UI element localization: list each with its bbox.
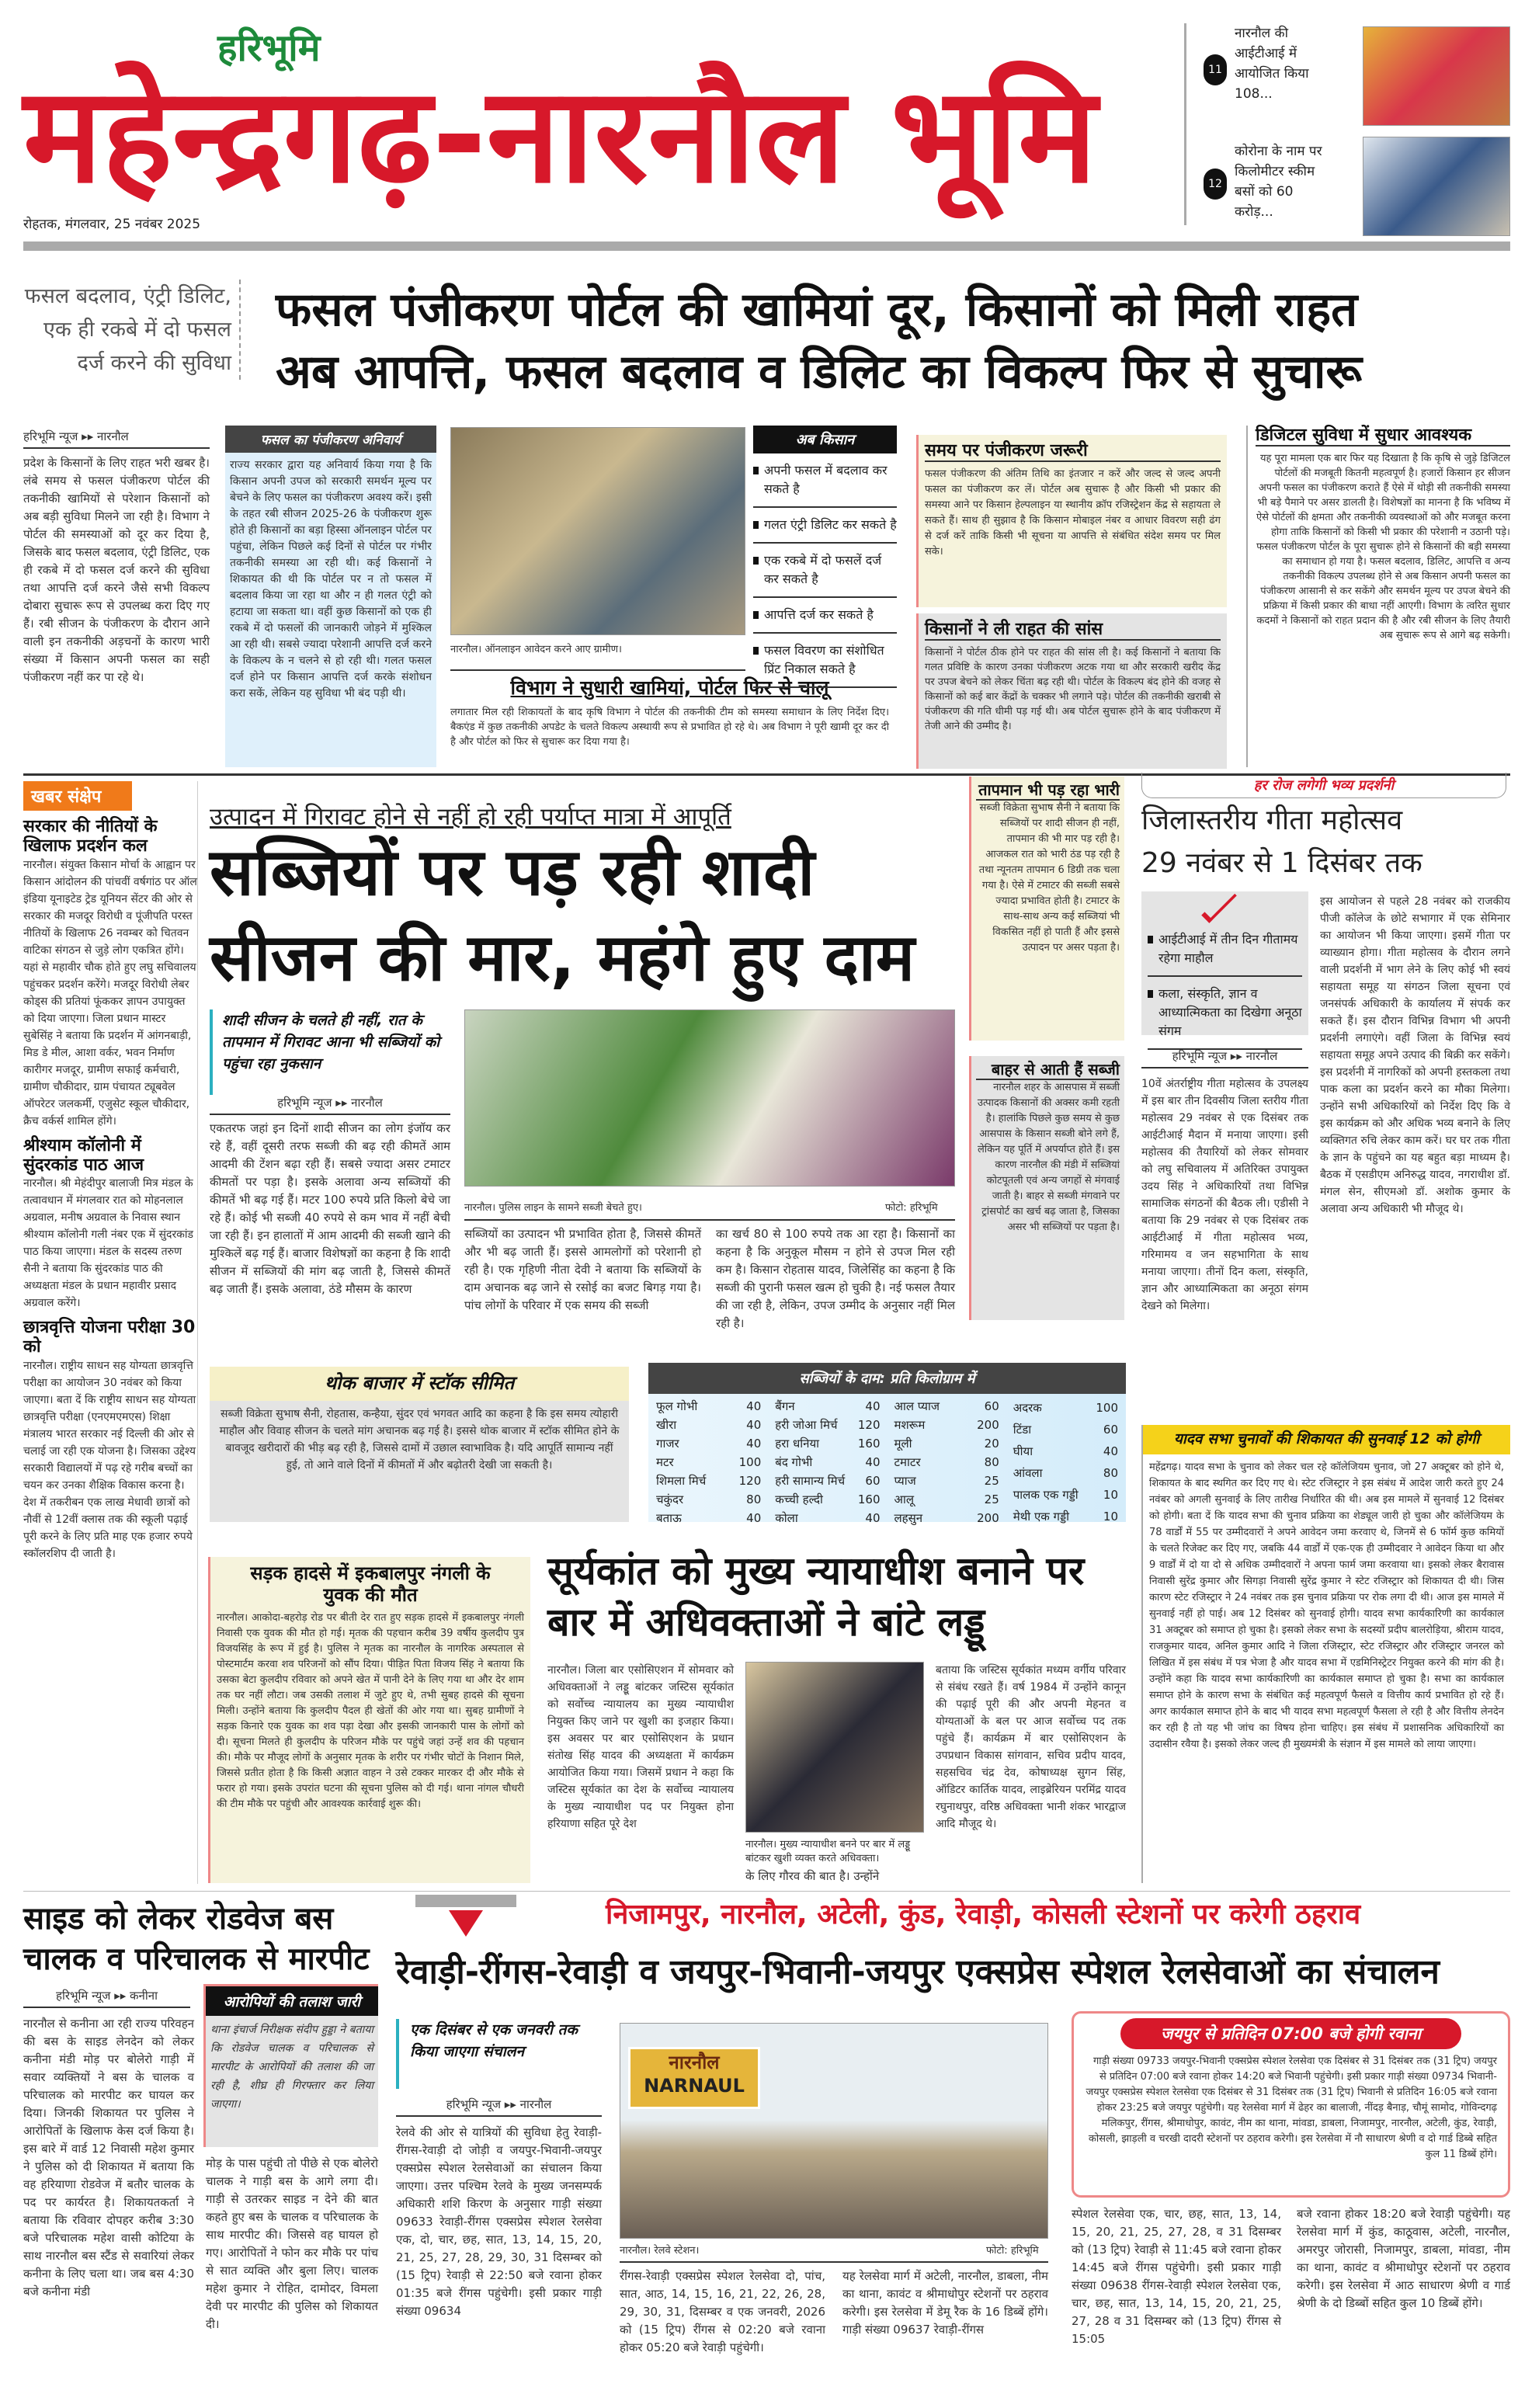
vegetable-price: 40 <box>865 1399 881 1413</box>
price-row <box>653 1416 764 1434</box>
divider <box>450 669 745 671</box>
veg-body-3: का खर्च 80 से 100 रुपये तक आ रहा है। किसानों का कहना है कि अनुकूल मौसम न होने से उपज मिल रही कम है। किसान रोहतास यादव, जिलेसिंह का कहना है कि सब्जी की पुरानी फसल खत्म हो चुकी है। नई फसल तैयार की जा रही है, लेकिन, उपज उम्मीद के अनुसार नहीं मिल रही है। <box>716 1227 955 1330</box>
vegetable-name: पालक एक गड्डी <box>1013 1488 1079 1502</box>
justice-headline: सूर्यकांत को मुख्य न्यायाधीश बनाने पर बार में अधिवक्ताओं ने बांटे लड्डू <box>547 1548 1085 1645</box>
station-signboard <box>628 2047 760 2109</box>
vegetable-name: आल प्याज <box>894 1399 940 1413</box>
divider <box>620 2261 1048 2263</box>
gita-headline-1: जिलास्तरीय गीता महोत्सव <box>1141 804 1403 836</box>
vegetable-price: 120 <box>738 1474 762 1488</box>
box-body: किसानों ने पोर्टल ठीक होने पर राहत की सांस ली है। कई किसानों ने बताया कि गलत प्रविष्टि के कारण उनका पंजीकरण अटक गया था और सरकारी खरीद केंद्र पर उपज बेचने को लेकर चिंता बढ़ रही थी। पोर्टल के विकल्प बंद होने की वजह से किसानों को कई बार केंद्रों के चक्कर भी लगाने पड़े। पोर्टल की तकनीकी खराबी से पंजीकरण की गति धीमी पड़ गई थी। अब पोर्टल सुचारू होने के बाद पंजीकरण में तेजी आने की उम्मीद है। <box>925 647 1221 733</box>
news-briefs <box>23 781 198 1884</box>
vegetable-name: कच्ची हल्दी <box>775 1492 823 1506</box>
wholesale-stock-box <box>210 1367 629 1522</box>
dateline: रोहतक, मंगलवार, 25 नवंबर 2025 <box>23 217 201 232</box>
brand-logo: हरिभूमि <box>217 26 321 70</box>
veg-photo-caption: नारनौल। पुलिस लाइन के सामने सब्जी बेचते हुए। <box>464 1202 642 1214</box>
price-row <box>653 1490 764 1509</box>
price-row <box>1010 1440 1121 1462</box>
price-row <box>772 1397 883 1416</box>
accident-box <box>208 1557 530 1883</box>
vegetable-name: शिमला मिर्च <box>656 1474 707 1488</box>
teaser-divider <box>1184 23 1186 225</box>
temperature-box <box>969 777 1124 1041</box>
justice-photo-caption: नारनौल। मुख्य न्यायाधीश बनने पर बार में लड्डू बांटकर खुशी व्यक्त करते अधिवक्ता। <box>745 1839 911 1864</box>
vegetable-name: मूली <box>894 1437 912 1451</box>
chevron-down-icon <box>415 1895 516 1941</box>
price-column <box>653 1397 764 1527</box>
lead-sidebox <box>225 426 436 767</box>
highlight-item: आईटीआई में तीन दिन गीतामय रहेगा माहौल <box>1148 923 1302 977</box>
price-row <box>891 1397 1002 1416</box>
price-row <box>772 1434 883 1453</box>
page-number-badge: 11 <box>1204 54 1227 85</box>
price-row <box>1010 1484 1121 1506</box>
vegetable-name: मशरूम <box>894 1418 926 1432</box>
price-row <box>653 1453 764 1472</box>
box-title: किसानों ने ली राहत की सांस <box>925 620 1221 641</box>
gita-byline: हरिभूमि न्यूज ▸▸ नारनौल <box>1141 1048 1308 1068</box>
rail-body-2: रींगस-रेवाड़ी एक्सप्रेस स्पेशल रेलसेवा दो, पांच, सात, आठ, 14, 15, 16, 21, 22, 26, 28, 29, 30, 31, दिसम्बर व एक जनवरी, 2026 को (15 ट्रिप) रींगस से 02:20 बजे रवाना होकर 05:20 बजे रेवाड़ी पहुंचेगी। <box>620 2269 825 2354</box>
vegetable-price: 120 <box>857 1418 881 1432</box>
lead-headline-2: अब आपत्ति, फसल बदलाव व डिलिट का विकल्प फिर से सुचारू <box>276 345 1362 399</box>
station-photo <box>620 2023 1048 2239</box>
lead-kicker: फसल बदलाव, एंट्री डिलिट, एक ही रकबे में दो फसल दर्ज करने की सुविधा <box>23 280 241 380</box>
yadav-headline: यादव सभा चुनावों की शिकायत की सुनवाई 12 को होगी <box>1143 1425 1510 1454</box>
chevron-down-icon <box>1201 888 1237 923</box>
lead-photo <box>450 427 745 635</box>
rail-kicker: निजामपुर, नारनौल, अटेली, कुंड, रेवाड़ी, कोसली स्टेशनों पर करेगी ठहराव <box>606 1899 1361 1930</box>
accident-body: नारनौल। आकोदा-बहरोड़ रोड पर बीती देर रात हुए सड़क हादसे में इकबालपुर नंगली निवासी एक युवक की मौत हो गई। मृतक की पहचान करीब 39 वर्षीय कुलदीप पुत्र विजयसिंह के रूप में हुई है। पुलिस ने मृतक का नारनौल के नागरिक अस्पताल से पोस्टमार्टम करवा शव परिजनों को सौंप दिया। पीड़ित पिता विजय सिंह ने बताया कि उसका बेटा कुलदीप रविवार को अपने खेत में पानी देने के लिए गया था और देर शाम तक घर नहीं लौटा। जब उसकी तलाश में जुटे हुए थे, तभी सुबह हादसे की सूचना मिली। उन्होंने बताया कि कुलदीप पैदल ही खेतों की ओर गया था। सुबह ग्रामीणों ने सड़क किनारे एक युवक का शव पड़ा देखा और इसकी जानकारी पास के लोगों को दी। सूचना मिलते ही कुलदीप के परिजन मौके पर पहुंचे जहां उन्हें शव की पहचान की। मौके पर मौजूद लोगों के अनुसार मृतक के शरीर पर गंभीर चोटों के निशान मिले, जिससे प्रतीत होता है कि किसी अज्ञात वाहन ने उसे टक्कर मारकर दी और मौके से फरार हो गया। इसके उपरांत घटना की सूचना पुलिस को दी गई। थाना नांगल चौधरी की टीम मौके पर पहुंची और आवश्यक कार्रवाई शुरू की। <box>217 1612 524 1811</box>
rail-body-1: रेलवे की ओर से यात्रियों की सुविधा हेतु रेवाड़ी-रींगस-रेवाड़ी दो जोड़ी व जयपुर-भिवानी-जयपुर एक्सप्रेस स्पेशल रेलसेवाओं का संचालन किया जाएगा। उत्तर पश्चिम रेलवे के मुख्य जनसम्पर्क अधिकारी शशि किरण के अनुसार गाड़ी संख्या 09633 रेवाड़ी-रींगस एक्सप्रेस स्पेशल रेलसेवा एक, दो, चार, छह, सात, 13, 14, 15, 20, 21, 25, 27, 28, 29, 30, 31 दिसम्बर को (15 ट्रिप) रेवाड़ी से 22:50 बजे रवाना होकर 01:35 बजे रींगस पहुंचेगी। इसी प्रकार गाड़ी संख्या 09634 <box>396 2125 602 2318</box>
rail-body-5: बजे रवाना होकर 18:20 बजे रेवाड़ी पहुंचेगी। यह रेलसेवा मार्ग में कुंड, काठूवास, अटेली, नारनौल, अमरपुर जोरासी, निजामपुर, डाबला, मांवडा, नीम का थाना, कावंट व श्रीमाधोपुर स्टेशनों पर ठहराव करेगी। इस रेलसेवा में आठ साधारण श्रेणी व गार्ड श्रेणी के दो डिब्बों सहित कुल 10 डिब्बें होंगे। <box>1297 2207 1510 2310</box>
vegetable-price: 160 <box>857 1492 881 1506</box>
option-item: फसल विवरण का संशोधित प्रिंट निकाल सकते है <box>753 634 897 688</box>
price-row <box>653 1472 764 1490</box>
vegetable-name: हरी सामान्य मिर्च <box>775 1474 846 1488</box>
price-row <box>772 1416 883 1434</box>
price-table-title: सब्जियों के दाम: प्रति किलोग्राम में <box>648 1363 1126 1394</box>
justice-body-3: बताया कि जस्टिस सूर्यकांत मध्यम वर्गीय परिवार से संबंध रखते हैं। वर्ष 1984 में उन्होंने कानून की पढ़ाई पूरी की और अपनी मेहनत व योग्यताओं के बल पर आज सर्वोच्च पद तक पहुंचे हैं। कार्यक्रम में बार एसोसिएशन के उपप्रधान विकास सांगवान, सचिव प्रदीप यादव, सहसचिव चंद्र देव, कोषाध्यक्ष सुगन सिंह, ऑडिटर कार्तिक यादव, लाइब्रेरियन परमिंद्र यादव रघुनाथपुर, वरिष्ठ अधिवक्ता भानी शंकर भारद्वाज आदि मौजूद थे। <box>936 1664 1126 1830</box>
options-list <box>753 426 897 688</box>
sidebox-body: राज्य सरकार द्वारा यह अनिवार्य किया गया है कि किसान अपनी उपज को सरकारी समर्थन मूल्य पर बेचने के लिए फसल का पंजीकरण अवश्य करें। इसी के तहत रबी सीजन 2025-26 के पंजीकरण शुरू होते ही किसानों का बड़ा हिस्सा ऑनलाइन पोर्टल पर पहुंचा, लेकिन पिछले कई दिनों से पोर्टल पर गंभीर तकनीकी समस्या आ रही थी। कई किसानों ने शिकायत की थी कि पोर्टल पर न तो फसल में बदलाव किया जा रहा था और न ही गलत एंट्री को हटाया जा सकता था। वहीं कुछ किसानों को एक ही रकबे में दो फसलों की जानकारी जोड़ने में मुश्किल आ रही थी। सबसे ज्यादा परेशानी आपत्ति दर्ज करने के विकल्प के न चलने से हो रही थी। गलत फसल दर्ज होने पर किसान आपत्ति दर्ज करके संशोधन करा सकें, लेकिन यह सुविधा भी बंद पड़ी थी। <box>230 459 432 700</box>
box-title: तापमान भी पड़ रहा भारी <box>976 781 1120 801</box>
price-row <box>653 1434 764 1453</box>
teaser-1[interactable] <box>1204 23 1514 128</box>
veg-kicker: उत्पादन में गिरावट होने से नहीं हो रही पर्याप्त मात्रा में आपूर्ति <box>210 803 731 831</box>
vegetable-price: 80 <box>1103 1466 1118 1480</box>
price-row <box>891 1490 1002 1509</box>
yadav-body: महेंद्रगढ़। यादव सभा के चुनाव को लेकर चल रहे कॉलेजियम चुनाव, जो 27 अक्टूबर को होने थे, शिकायत के बाद स्थगित कर दिए गए थे। स्टेट रजिस्ट्रार ने इस संबंध में आदेश जारी करते हुए 24 नवंबर को अगली सुनवाई के लिए तारीख निर्धारित की थी। अब इस मामले में सुनवाई 12 दिसंबर को होगी। बता दें कि यादव सभा की चुनाव प्रक्रिया का शेड्यूल जारी हो चुका और कॉलेजियम के 78 वार्डों में 55 पर उम्मीदवारों ने अपने आवेदन जमा करवाए थे, जिनमें से 6 फॉर्म कुछ कमियों के चलते रिजेक्ट कर दिए गए, जबकि 44 वार्डों में एक-एक ही उम्मीदवार ने आवेदन किया था और 9 वार्डों में दो या दो से अधिक उम्मीदवारों ने अपना फार्म जमा करवाया था। इसको लेकर बैरावास निवासी सुरेंद्र कुमार और सिगड़ा निवासी सुरेंद्र कुमार ने स्टेट रजिस्ट्रार को शिकायत दी थी। जिस कारण स्टेट रजिस्ट्रार ने 24 नवंबर तक इस चुनाव प्रक्रिया पर रोक लगा दी थी। आज इस मामले में सुनवाई नहीं हो पाई। अब 12 दिसंबर को सुनवाई होगी। यादव सभा कार्यकारिणी का कार्यकाल 31 अक्टूबर को समाप्त हो चुका है। इसको लेकर सभा के सदस्यों प्रदीप बालरोड़िया, श्रीराम यादव, राजकुमार यादव, अनिल कुमार आदि ने जिला रजिस्ट्रार, स्टेट रजिस्ट्रार और रजिस्ट्रार जनरल को लिखित में इस संबंध में पत्र भेजा है और यादव सभा में एडमिनिस्ट्रेटर नियुक्त करने की मांग की है। उन्होंने कहा कि यादव सभा कार्यकारिणी का कार्यकाल समाप्त हो चुका है। सभा का कार्यकाल समाप्त होने के कारण सभा के संबंधित कई महत्वपूर्ण फैसले व वित्तीय कार्य प्रभावित हो रहे हैं। अगर कार्यकाल समाप्त होने के बाद भी यादव सभा महत्वपूर्ण फैसला ले रही है और वित्तीय लेनदेन कर रही है तो यह भी जांच का विषय होना चाहिए। इस संबंध में प्रशासनिक अधिकारियों का उदासीन रवैया है। इसको लेकर जल्द ही मुख्यमंत्री के संज्ञान में इस मामले को लाया जाएगा। <box>1149 1461 1504 1750</box>
teaser-text: नारनौल की आईटीआई में आयोजित किया 108... <box>1235 26 1309 102</box>
sign-english: NARNAUL <box>644 2075 745 2097</box>
rail-body-4: स्पेशल रेलसेवा एक, चार, छह, सात, 13, 14, 15, 20, 21, 25, 27, 28, व 31 दिसम्बर को (13 ट्रिप) रेवाड़ी से 11:45 बजे रवाना होकर 14:45 बजे रींगस पहुंचेगी। इसी प्रकार गाड़ी संख्या 09638 रींगस-रेवाड़ी स्पेशल रेलसेवा एक, चार, छह, सात, 13, 14, 15, 20, 21, 25, 27, 28 व 31 दिसम्बर को (13 ट्रिप) रींगस से 15:05 <box>1072 2207 1281 2346</box>
vegetable-name: हरा धनिया <box>775 1437 820 1451</box>
bus-byline: हरिभूमि न्यूज ▸▸ कनीना <box>23 1988 190 2008</box>
options-title: अब किसान <box>753 426 897 453</box>
box-title: जयपुर से प्रतिदिन 07:00 बजे होगी रवाना <box>1120 2018 1461 2049</box>
option-item: अपनी फसल में बदलाव कर सकते है <box>753 453 897 508</box>
vegetable-name: लहसुन <box>894 1511 923 1525</box>
vegetable-name: आंवला <box>1013 1466 1043 1480</box>
price-row <box>772 1472 883 1490</box>
farmers-relief-box <box>916 613 1227 769</box>
price-row <box>1010 1462 1121 1484</box>
vegetable-price: 100 <box>1096 1401 1118 1415</box>
box-title: बाहर से आती हैं सब्जी <box>976 1061 1120 1080</box>
accident-headline: सड़क हादसे में इकबालपुर नंगली के युवक की मौत <box>250 1562 491 1606</box>
option-item: आपत्ति दर्ज कर सकते है <box>753 598 897 634</box>
box-title: थोक बाजार में स्टॉक सीमित <box>210 1367 629 1401</box>
price-row <box>891 1509 1002 1527</box>
option-item: एक रकबे में दो फसलें दर्ज कर सकते है <box>753 544 897 598</box>
timely-registration-box <box>916 435 1227 607</box>
sidebox-title: फसल का पंजीकरण अनिवार्य <box>225 426 436 453</box>
veg-byline: हरिभूमि न्यूज ▸▸ नारनौल <box>210 1095 450 1115</box>
rail-byline: हरिभूमि न्यूज ▸▸ नारनौल <box>396 2097 602 2117</box>
bus-body-1: नारनौल से कनीना आ रही राज्य परिवहन की बस के साइड लेनदेन को लेकर कनीना मंडी मोड़ पर बोलेरो गाड़ी में सवार व्यक्तियों ने बस के चालक व परिचालक को मारपीट कर घायल कर दिया। जिनकी शिकायत पर पुलिस ने आरोपितों के खिलाफ केस दर्ज किया है। इस बारे में वार्ड 12 निवासी महेश कुमार ने पुलिस को दी शिकायत में बताया कि वह हरियाणा रोडवेज में बतौर चालक के पद पर कार्यरत है। शिकायतकर्ता ने बताया कि रविवार दोपहर करीब 3:30 बजे परिचालक महेश वासी कोटिया के साथ नारनौल बस स्टैंड से सवारियां लेकर कनीना के लिए चला था। जब बस 4:30 बजे कनीना मंडी <box>23 2017 194 2299</box>
vegetable-price: 60 <box>984 1399 999 1413</box>
masthead <box>0 0 1518 252</box>
vegetable-price: 10 <box>1103 1510 1118 1524</box>
brief-body: नारनौल। संयुक्त किसान मोर्चा के आह्वान पर किसान आंदोलन की पांचवीं वर्षगांठ पर ऑल इंडिया यूनाइटेड ट्रेड यूनियन सेंटर की ओर से सरकार की मजदूर विरोधी व पूंजीपति परस्त नीतियों के खिलाफ 26 नवम्बर को चितवन वाटिका संगठन से जुड़े लोग एकत्रित होंगे। यहां से महावीर चौक होते हुए लघु सचिवालय पहुंचकर प्रदर्शन करेंगे। मजदूर विरोधी लेबर कोड्स की प्रतियां फूंककर ज्ञापन उपायुक्त को दिया जाएगा। जिला प्रधान मास्टर सुबेसिंह ने बताया कि प्रदर्शन में आंगनबाड़ी, मिड डे मील, आशा वर्कर, भवन निर्माण कारीगर मजदूर, ग्रामीण सफाई कर्मचारी, ग्रामीण चौकीदार, ग्राम पंचायत ट्यूबवेल ऑपरेटर जलकर्मी, एजुसेट स्कूल चौकीदार, क्रैच वर्कर्स शामिल होंगे। <box>23 858 197 1128</box>
box-body: गाड़ी संख्या 09733 जयपुर-भिवानी एक्सप्रेस स्पेशल रेलसेवा एक दिसंबर से 31 दिसंबर तक (31 ट्रिप) जयपुर से प्रतिदिन 07:00 बजे रवाना होकर 14:20 बजे भिवानी पहुंचेगी। इसी प्रकार गाड़ी संख्या 09734 भिवानी-जयपुर एक्सप्रेस स्पेशल रेलसेवा एक दिसंबर से 31 दिसंबर तक (31 ट्रिप) भिवानी से प्रतिदिन 16:05 बजे रवाना होकर 23:25 बजे जयपुर पहुंचेगी। यह रेलसेवा मार्ग में ढेहर का बालाजी, नींदड़ बैनाड़, चौमूं सामोद, गोविन्दगढ़ मलिकपुर, रींगस, श्रीमाधोपुर, कावंट, नीम का थाना, मांवडा, डाबला, निजामपुर, नारनौल, अटेली, कुंड, रेवाड़ी, कोसली, झाड़ली व चरखी दादरी स्टेशनों पर ठहराव करेगी। इस रेलसेवा में नौ साधारण श्रेणी व दो गार्ड डिब्बे सहित कुल 11 डिब्बें होंगे। <box>1086 2055 1497 2161</box>
vegetable-price: 20 <box>984 1437 999 1451</box>
vegetable-name: हरी जोआ मिर्च <box>775 1418 838 1432</box>
subhead-text: शादी सीजन के चलते ही नहीं, रात के तापमान में गिरावट आना भी सब्जियों को पहुंचा रहा नुकसान <box>222 1012 440 1072</box>
vegetable-price: 60 <box>1103 1423 1118 1437</box>
rail-body-3: यह रेलसेवा मार्ग में अटेली, नारनौल, डाबला, नीम का थाना, कावंट व श्रीमाधोपुर स्टेशनों पर ठहराव करेगी। इस रेलसेवा में डेमू रैक के 16 डिब्बें होंगे। गाड़ी संख्या 09637 रेवाड़ी-रींगस <box>842 2269 1048 2337</box>
teaser-photo <box>1363 26 1510 126</box>
price-row <box>653 1397 764 1416</box>
vegetable-price: 25 <box>984 1474 999 1488</box>
vegetable-name: अदरक <box>1013 1401 1042 1415</box>
column-body: यह पूरा मामला एक बार फिर यह दिखाता है कि कृषि से जुड़े डिजिटल पोर्टलों की मजबूती कितनी महत्वपूर्ण है। हजारों किसान हर सीजन अपनी फसल का पंजीकरण कराते हैं ऐसे में थोड़ी सी तकनीकी समस्या भी बड़े पैमाने पर असर डालती है। विशेषज्ञों का मानना है कि भविष्य में ऐसे पोर्टलों की क्षमता और तकनीकी व्यवस्थाओं को और मजबूत करना होगा ताकि किसानों को किसी भी प्रकार की परेशानी न उठानी पड़े। फसल पंजीकरण पोर्टल के पूरा सुचारू होने से किसानों की बड़ी समस्या का समाधान हो गया है। फसल बदलाव, डिलिट, आपत्ति व अन्य तकनीकी विकल्प उपलब्ध होने से अब किसान अपनी फसल का पंजीकरण आसानी से कर सकेंगे और समर्थन मूल्य पर उपज बेचने की प्रक्रिया में किसी प्रकार की बाधा नहीं आएगी। विभाग के त्वरित सुधार कदमों ने किसानों को राहत प्रदान की है और रबी सीजन के लिए तैयारी अब सुचारू रूप से आगे बढ़ सकेगी। <box>1256 453 1510 642</box>
teaser-photo <box>1363 137 1510 236</box>
teaser-2[interactable] <box>1204 134 1514 238</box>
station-photo-credit: फोटो: हरिभूमि <box>986 2245 1039 2257</box>
price-row <box>1010 1506 1121 1527</box>
box-body: सब्जी विक्रेता सुभाष सैनी, रोहतास, कन्हैया, सुंदर एवं भगवत आदि का कहना है कि इस समय त्योहारी माहौल और विवाह सीजन के चलते मांग अचानक बढ़ गई है। इससे थोक बाजार में स्टॉक सीमित होने के बावजूद खरीदारों की भीड़ बढ़ रही है, जिससे दामों में उछाल स्वाभाविक है। यदि आपूर्ति सामान्य नहीं हुई, तो आने वाले दिनों में कीमतों में और बढ़ोतरी देखी जा सकती है। <box>219 1407 620 1472</box>
vegetable-price: 40 <box>746 1418 762 1432</box>
box-body: नारनौल शहर के आसपास में सब्जी उत्पादक किसानों की अक्सर कमी रहती है। हालांकि पिछले कुछ समय से कुछ आसपास के किसान सब्जी बोने लगे हैं, लेकिन यह पूर्ति में अपर्याप्त होते हैं। इस कारण नारनौल की मंडी में सब्जियां कोटपूतली एवं अन्य जगहों से मंगवाई जाती है। बाहर से सब्जी मंगवाने पर ट्रांसपोर्ट का खर्च बढ़ जाता है, जिसका असर भी सब्जियों पर पड़ता है। <box>977 1082 1120 1233</box>
vegetable-name: बंद गोभी <box>775 1455 813 1469</box>
veg-subhead <box>210 1009 450 1095</box>
vegetable-price: 200 <box>977 1418 999 1432</box>
bus-headline: साइड को लेकर रोडवेज बस चालक व परिचालक से मारपीट <box>23 1901 370 1977</box>
sign-hindi: नारनौल <box>669 2052 720 2073</box>
briefs-label: खबर संक्षेप <box>23 781 132 811</box>
vegetable-price: 200 <box>977 1511 999 1525</box>
lead-subheadline: विभाग ने सुधारी खामियां, पोर्टल फिर से चालू <box>510 676 829 699</box>
vegetable-price: 40 <box>746 1399 762 1413</box>
price-row <box>1010 1419 1121 1440</box>
bus-body-2: मोड़ के पास पहुंची तो पीछे से एक बोलेरो चालक ने गाड़ी बस के आगे लगा दी। गाड़ी से उतरकर साइड न देने की बात कहते हुए बस के चालक व परिचालक के साथ मारपीट की। जिससे वह घायल हो गए। आरोपितों ने फोन कर मौके पर पांच से सात व्यक्ति और बुला लिए। चालक महेश कुमार ने रोहित, दामोदर, विमला देवी पर मारपीट की पुलिस को शिकायत दी। <box>206 2156 378 2331</box>
veg-body-1: एकतरफ जहां इन दिनों शादी सीजन का लोग इंजॉय कर रहे हैं, वहीं दूसरी तरफ सब्जी की बढ़ रही कीमतें आम आदमी की टेंशन बढ़ा रही हैं। सबसे ज्यादा असर टमाटर कीमतों पर पड़ा है। इसके अलावा अन्य सब्जियों की कीमतें भी बढ़ गई हैं। मटर 100 रुपये प्रति किलो बेचे जा रहे हैं। कोई भी सब्जी 40 रुपये से कम भाव में नहीं बेची जा रही हैं। इन हालातों में आम आदमी की सब्जी खाने की मुश्किलें बढ़ गई हैं। बाजार विशेषज्ञों का कहना है कि शादी सीजन में सब्जियों की मांग बढ़ जाती है, जिससे कीमतें बढ़ जाती हैं। इसके अलावा, ठंडे मौसम के कारण <box>210 1121 450 1296</box>
justice-body-2: के लिए गौरव की बात है। उन्होंने <box>745 1869 880 1883</box>
vegetable-name: घीया <box>1013 1444 1033 1458</box>
price-row <box>772 1509 883 1527</box>
vegetable-name: बताऊ <box>656 1511 682 1525</box>
masthead-bar <box>23 241 1510 251</box>
lead-headline-1: फसल पंजीकरण पोर्टल की खामियां दूर, किसानों को मिली राहत <box>276 283 1358 337</box>
vegetable-name: मेथी एक गड्डी <box>1013 1510 1070 1524</box>
price-row <box>1010 1397 1121 1419</box>
vegetable-price: 40 <box>1103 1444 1118 1458</box>
vegetable-name: खीरा <box>656 1418 677 1432</box>
vegetable-price: 40 <box>746 1437 762 1451</box>
gita-body-1: 10वें अंतर्राष्ट्रीय गीता महोत्सव के उपलक्ष्य में इस बार तीन दिवसीय जिला स्तरीय गीता महोत्सव 29 नवंबर से एक दिसंबर तक आईटीआई मैदान में मनाया जाएगा। इसी महोत्सव की तैयारियों को लेकर सोमवार को लघु सचिवालय में अतिरिक्त उपायुक्त उदय सिंह ने अधिकारियों तथा विभिन्न सामाजिक संगठनों की बैठक ली। एडीसी ने बताया कि 29 नवंबर से एक दिसंबर तक आईटीआई में गीता महोत्सव भव्य, गरिमामय व जन सहभागिता के साथ मनाया जाएगा। तीनों दिन कला, संस्कृति, ज्ञान और आध्यात्मिकता का अनूठा संगम देखने को मिलेगा। <box>1141 1078 1308 1312</box>
vegetable-price: 80 <box>746 1492 762 1506</box>
vegetable-price: 100 <box>738 1455 762 1469</box>
vegetable-name: प्याज <box>894 1474 916 1488</box>
price-row <box>772 1490 883 1509</box>
box-title: समय पर पंजीकरण जरूरी <box>925 441 1221 462</box>
accused-search-box <box>203 1984 378 2147</box>
price-row <box>772 1453 883 1472</box>
jaipur-departure-box <box>1072 2011 1510 2198</box>
vegetable-price: 40 <box>865 1511 881 1525</box>
vegetable-name: टिंडा <box>1013 1423 1032 1437</box>
vegetable-name: आलू <box>894 1492 915 1506</box>
price-column <box>891 1397 1002 1527</box>
gita-body-2: इस आयोजन से पहले 28 नवंबर को राजकीय पीजी कॉलेज के छोटे सभागार में एक सेमिनार का आयोजन भी किया जाएगा। इसमें गीता पर व्याख्यान होगा। गीता महोत्सव के दौरान लगने वाली प्रदर्शनी में भाग लेने के लिए कोई भी स्वयं सहायता समूह या संगठन जिला सूचना एवं जनसंपर्क अधिकारी के कार्यालय में संपर्क कर सकते हैं। इस दौरान विभिन्न विभाग भी अपनी प्रदर्शनी लगाएंगे। वहीं जिला के विभिन्न स्वयं सहायता समूह अपने उत्पाद की बिक्री कर सकेंगे। इस प्रदर्शनी में नागरिकों को अपनी हस्तकला तथा पाक कला का प्रदर्शन करने का मौका मिलेगा। उन्होंने सभी अधिकारियों को निर्देश दिए कि वे इस कार्यक्रम को और अधिक भव्य बनाने के लिए व्यक्तिगत रुचि लेकर काम करें। घर घर तक गीता के ज्ञान के पहुंचने का यह बहुत बड़ा माध्यम है। बैठक में एसडीएम अनिरुद्ध यादव, नगराधीश डॉ. मंगल सेन, सीएमओ डॉ. अशोक कुमार के अलावा अन्य अधिकारी भी मौजूद थे। <box>1320 895 1510 1215</box>
vegetable-name: चकुंदर <box>656 1492 684 1506</box>
vegetable-price: 10 <box>1103 1488 1118 1502</box>
price-row <box>891 1434 1002 1453</box>
price-row <box>891 1472 1002 1490</box>
lead-byline: हरिभूमि न्यूज ▸▸ नारनौल <box>23 429 210 449</box>
box-body: थाना इंचार्ज निरीक्षक संदीप हुड्डा ने बताया कि रोडवेज चालक व परिचालक से मारपीट के आरोपियों की तलाश की जा रही है, शीघ्र ही गिरफ्तार कर लिया जाएगा। <box>210 2024 373 2111</box>
digital-facility-column <box>1246 426 1510 767</box>
yadav-story <box>1141 1425 1510 1883</box>
column-title: डिजिटल सुविधा में सुधार आवश्यक <box>1256 426 1510 447</box>
brief-title: छात्रवृत्ति योजना परीक्षा 30 को <box>23 1318 196 1357</box>
gita-headline-2: 29 नवंबर से 1 दिसंबर तक <box>1141 847 1422 879</box>
divider <box>464 1219 955 1221</box>
vegetable-price: 40 <box>746 1511 762 1525</box>
vegetable-name: टमाटर <box>894 1455 921 1469</box>
vegetable-price: 60 <box>865 1474 881 1488</box>
price-row <box>891 1453 1002 1472</box>
teaser-text: कोरोना के नाम पर किलोमीटर स्कीम बसों को 60 करोड़... <box>1235 144 1322 220</box>
vegetable-name: मटर <box>656 1455 674 1469</box>
vegetable-name: गाजर <box>656 1437 679 1451</box>
vegetable-price: 40 <box>865 1455 881 1469</box>
box-body: फसल पंजीकरण की अंतिम तिथि का इंतजार न करें और जल्द से जल्द अपनी फसल का पंजीकरण कर लें। पोर्टल अब सुचारू है और किसी भी प्रकार की समस्या आने पर किसान हेल्पलाइन या स्थानीय क्रॉप रजिस्ट्रेशन केंद्र से सहायता ले सकते हैं। साथ ही सुझाव है कि किसान मोबाइल नंबर व आधार विवरण सही ढंग से दर्ज करें ताकि किसी भी सूचना या आपत्ति से संबंधित संदेश समय पर मिल सके। <box>925 468 1221 558</box>
vegetable-name: बैंगन <box>775 1399 795 1413</box>
option-item: गलत एंट्री डिलिट कर सकते है <box>753 508 897 544</box>
veg-photo-credit: फोटो: हरिभूमि <box>885 1202 938 1214</box>
station-photo-caption: नारनौल। रेलवे स्टेशन। <box>620 2245 700 2257</box>
page-number-badge: 12 <box>1204 169 1227 200</box>
vegetable-name: कोला <box>775 1511 798 1525</box>
subhead-text: एक दिसंबर से एक जनवरी तक किया जाएगा संचालन <box>410 2021 578 2060</box>
vegetable-name: फूल गोभी <box>656 1399 698 1413</box>
lead-body: प्रदेश के किसानों के लिए राहत भरी खबर है। लंबे समय से फसल पंजीकरण पोर्टल की तकनीकी खामियों से परेशान किसानों को अब बड़ी सुविधा मिलने जा रही है। विभाग ने पोर्टल की समस्याओं को दूर कर दिया है, जिसके बाद फसल बदलाव, एंट्री डिलिट, एक ही रकबे में दो फसल दर्ज करने की सुविधा तथा आपत्ति दर्ज करने जैसे सभी विकल्प दोबारा सुचारू रूप से उपलब्ध करा दिए गए हैं। रबी सीजन के पंजीकरण के दौरान आने वाली इन तकनीकी अड़चनों के कारण भारी संख्या में किसान अपनी फसल का सही पंजीकरण नहीं कर पा रहे थे। <box>23 456 210 684</box>
rail-headline: रेवाड़ी-रींगस-रेवाड़ी व जयपुर-भिवानी-जयपुर एक्सप्रेस स्पेशल रेलसेवाओं का संचालन <box>396 1952 1440 1992</box>
gita-tag: हर रोज लगेगी भव्य प्रदर्शनी <box>1141 773 1506 798</box>
price-row <box>653 1509 764 1527</box>
masthead-title: महेन्द्रगढ़-नारनौल भूमि <box>23 59 1097 213</box>
price-column <box>772 1397 883 1527</box>
highlight-item: कला, संस्कृति, ज्ञान व आध्यात्मिकता का दिखेगा अनूठा संगम <box>1148 977 1302 1050</box>
section-divider <box>23 1891 1510 1892</box>
box-body: सब्जी विक्रेता सुभाष सैनी ने बताया कि सब्जियों पर शादी सीजन ही नहीं, तापमान की भी मार पड़ रही है। आजकल रात को भारी ठंड पड़ रही है तथा न्यूनतम तापमान 6 डिग्री तक चला गया है। ऐसे में टमाटर की सब्जी सबसे ज्यादा प्रभावित होती है। टमाटर के साथ-साथ अन्य कई सब्जियां भी विकसित नहीं हो पाती हैं और इससे उत्पादन पर असर पड़ता है। <box>978 802 1120 954</box>
justice-body-1: नारनौल। जिला बार एसोसिएशन में सोमवार को अधिवक्ताओं ने लड्डू बांटकर जस्टिस सूर्यकांत को सर्वोच्च न्यायालय का मुख्य न्यायाधीश नियुक्त किए जाने पर खुशी का इजहार किया। इस अवसर पर बार एसोसिएशन के प्रधान संतोख सिंह यादव की अध्यक्षता में कार्यक्रम आयोजित किया गया। जिसमें प्रधान ने कहा कि जस्टिस सूर्यकांत का देश के सर्वोच्च न्यायालय के मुख्य न्यायाधीश पद पर नियुक्त होना हरियाणा सहित पूरे देश <box>547 1664 734 1830</box>
justice-photo <box>745 1662 924 1833</box>
gita-highlights <box>1141 891 1308 1038</box>
brief-body: नारनौल। राष्ट्रीय साधन सह योग्यता छात्रवृत्ति परीक्षा का आयोजन 30 नवंबर को किया जाएगा। बता दें कि राष्ट्रीय साधन सह योग्यता छात्रवृत्ति परीक्षा (एनएमएमएस) शिक्षा मंत्रालय भारत सरकार नई दिल्ली की ओर से चलाई जा रही एक योजना है। जिसका उद्देश्य सरकारी विद्यालयों में पढ़ रहे गरीब बच्चों का चयन कर उनका शैक्षिक विकास करना है। देश में तकरीबन एक लाख मेधावी छात्रों को नौवीं से 12वीं क्लास तक की स्कूली पढ़ाई पूरी करने के लिए प्रति माह एक हजार रुपये स्कॉलरशिप दी जाती है। <box>23 1359 196 1560</box>
vegetable-price: 160 <box>857 1437 881 1451</box>
veg-headline-1: सब्जियों पर पड़ रही शादी <box>210 834 815 910</box>
outside-supply-box <box>969 1056 1124 1320</box>
veg-headline-2: सीजन की मार, महंगे हुए दाम <box>210 919 915 996</box>
veg-photo <box>464 1009 955 1187</box>
lead-photo-caption: नारनौल। ऑनलाइन आवेदन करने आए ग्रामीण। <box>450 644 622 655</box>
veg-body-2: सब्जियों का उत्पादन भी प्रभावित होता है, जिससे कीमतें और भी बढ़ जाती हैं। इससे आमलोगों को परेशानी हो रही है। एक गृहिणी नीता देवी ने बताया कि सब्जियों के दाम अचानक बढ़ जाने से रसोई का बजट बिगड़ गया है। पांच लोगों के परिवार में एक समय की सब्जी <box>464 1227 701 1312</box>
price-row <box>891 1416 1002 1434</box>
price-column <box>1010 1397 1121 1527</box>
lead-subbody: लगातार मिल रही शिकायतों के बाद कृषि विभाग ने पोर्टल की तकनीकी टीम को समस्या समाधान के लिए निर्देश दिए। बैकएंड में कुछ तकनीकी अपडेट के चलते विकल्प अस्थायी रूप से प्रभावित हो रहे थे। अब विभाग ने पूरी खामी दूर कर दी है और पोर्टल को फिर से सुचारू कर दिया गया है। <box>450 707 889 748</box>
rail-subhead <box>396 2019 602 2089</box>
brief-title: श्रीश्याम कॉलोनी में सुंदरकांड पाठ आज <box>23 1135 144 1175</box>
veg-price-table <box>648 1363 1126 1525</box>
vegetable-price: 80 <box>984 1455 999 1469</box>
vegetable-price: 25 <box>984 1492 999 1506</box>
brief-title: सरकार की नीतियों के खिलाफ प्रदर्शन कल <box>23 817 158 857</box>
brief-body: नारनौल। श्री मेहंदीपुर बालाजी मित्र मंडल के तत्वावधान में मंगलवार रात को मोहनलाल अग्रवाल, मनीष अग्रवाल के निवास स्थान श्रीश्याम कॉलोनी गली नंबर एक में सुंदरकांड पाठ किया जाएगा। मंडल के सदस्य तरुण सैनी ने बताया कि सुंदरकांड पाठ की अध्यक्षता मंडल के प्रधान महावीर प्रसाद अग्रवाल करेंगे। <box>23 1177 194 1310</box>
box-title: आरोपियों की तलाश जारी <box>206 1986 378 2016</box>
